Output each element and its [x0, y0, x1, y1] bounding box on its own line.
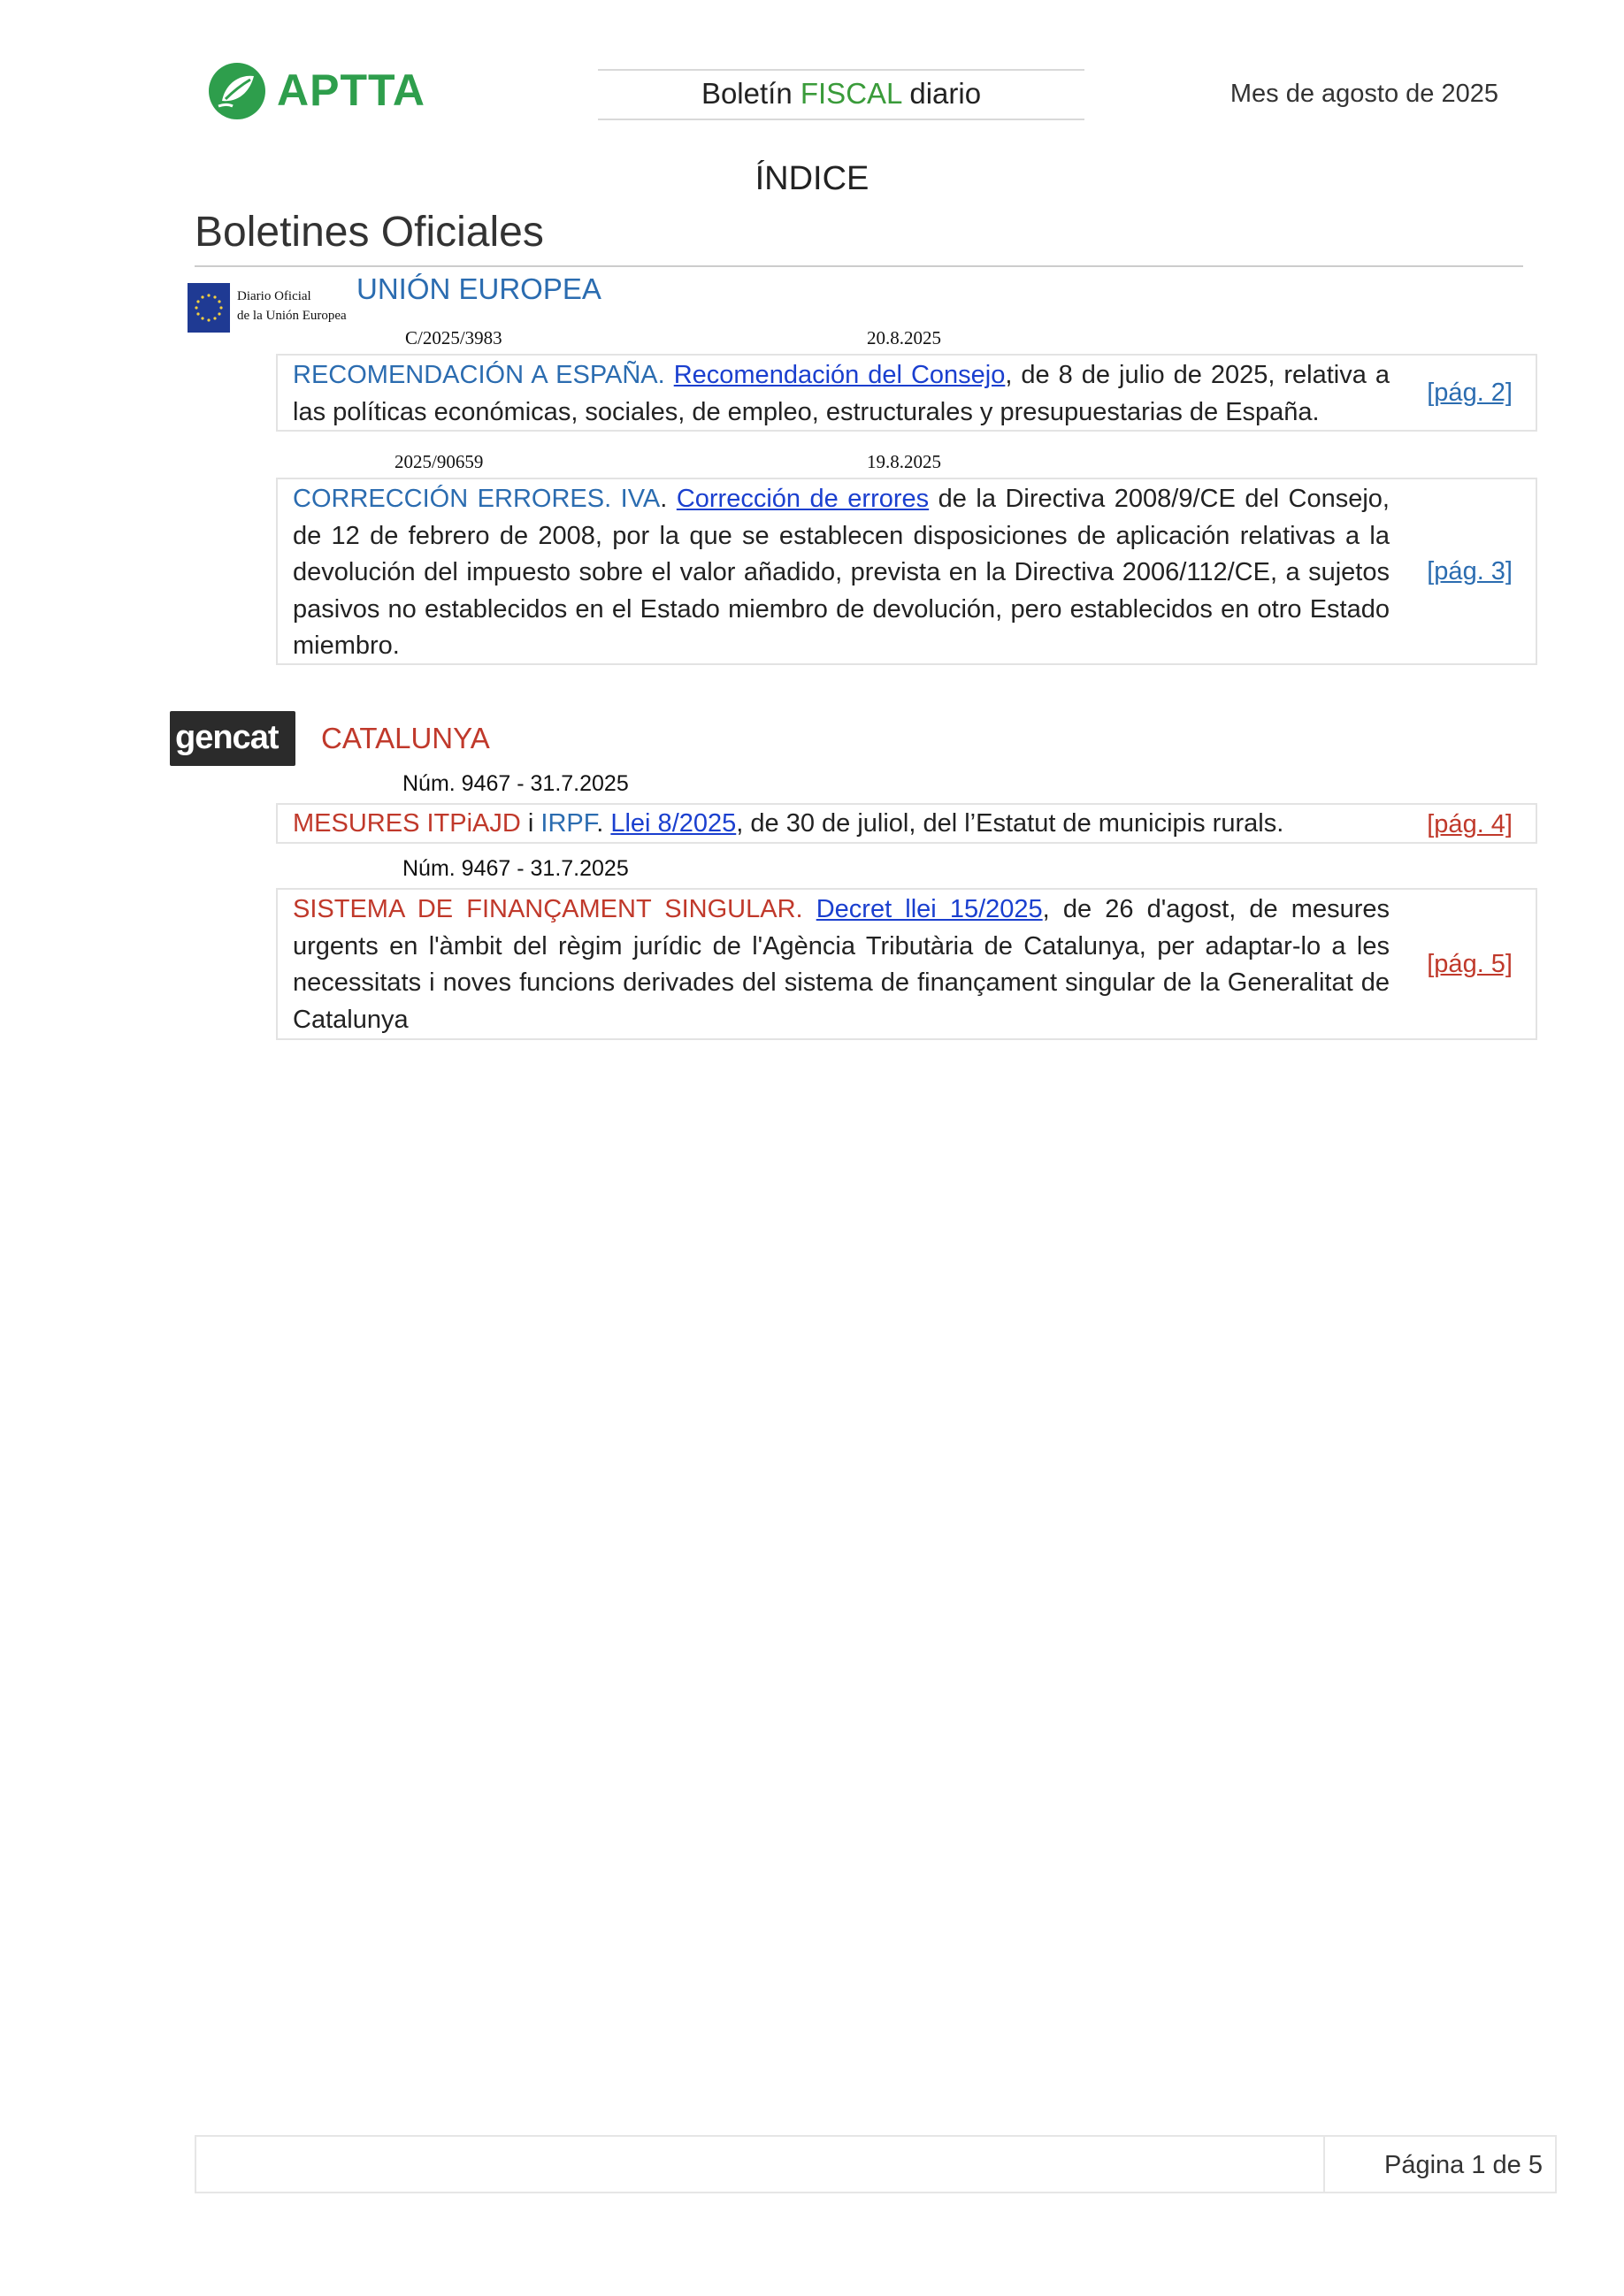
eu-journal-logo: [188, 283, 347, 333]
eu-entry-2-date: 19.8.2025: [867, 451, 941, 472]
eu-entry-2-text: CORRECCIÓN ERRORES. IVA. Corrección de errores de la Directiva 2008/9/CE del Consejo, de 12 de febrero de 2008, por la que se establecen disposiciones de aplicación relativas a la devolución del impuesto sobre el valor añadido, prevista en la Directiva 2006/112/CE, a sujetos pasivos no establecidos en el Estado miembro de devolución, pero establecidos en otro Estado miembro.: [293, 485, 1390, 660]
cat-entry-1-desc: , de 30 de juliol, del l’Estatut de municipis rurals.: [736, 809, 1284, 838]
footer-divider: [1323, 2135, 1325, 2193]
eu-entry-1-date: 20.8.2025: [867, 327, 941, 348]
eu-entry-1-page-link[interactable]: [pág. 2]: [1427, 379, 1513, 407]
cat-entry-1-link[interactable]: Llei 8/2025: [610, 809, 737, 838]
eu-entry-1-topic: RECOMENDACIÓN A ESPAÑA.: [293, 361, 665, 389]
eu-entry-1-page: [1427, 375, 1513, 410]
eu-entry-1-ref: C/2025/3983: [405, 327, 502, 348]
eu-entry-1-text: [293, 357, 1390, 431]
section-divider: [195, 265, 1523, 267]
title-suffix: diario: [901, 77, 982, 110]
cat-entry-1: [276, 803, 1537, 844]
cat-entry-2-topic: SISTEMA DE FINANÇAMENT SINGULAR.: [293, 895, 803, 923]
eu-entry-2-link[interactable]: Corrección de errores: [676, 485, 930, 513]
cat-entry-1-topic-b: IRPF: [540, 809, 597, 838]
page-number: Página 1 de 5: [1384, 2151, 1543, 2179]
aptta-leaf-icon: [206, 60, 268, 122]
bulletin-title: [598, 74, 1084, 113]
cat-entry-2-link[interactable]: Decret llei 15/2025: [816, 895, 1043, 923]
cat-entry-2-page: [1427, 946, 1513, 982]
cat-entry-1-text: MESURES ITPiAJD i IRPF. Llei 8/2025, de 30 de juliol, del l’Estatut de municipis rurals.: [293, 809, 1284, 838]
gencat-logo-text: gencat: [175, 719, 279, 756]
cat-entry-1-ref: Núm. 9467 - 31.7.2025: [402, 771, 629, 796]
gencat-logo: [170, 711, 295, 766]
eu-entry-1-link[interactable]: Recomendación del Consejo: [673, 361, 1006, 389]
cat-entry-1-page-link[interactable]: [pág. 4]: [1427, 810, 1513, 838]
cat-entry-2-page-link[interactable]: [pág. 5]: [1427, 950, 1513, 978]
cat-entry-1-page: [1427, 807, 1513, 842]
section-title: Boletines Oficiales: [195, 209, 544, 256]
eu-entry-2-topic: CORRECCIÓN ERRORES. IVA: [293, 485, 661, 513]
eu-entry-2-ref: 2025/90659: [395, 451, 484, 472]
eu-entry-2-page: [1427, 554, 1513, 589]
cat-entry-2-text: [293, 892, 1390, 1038]
eu-logo-line1: Diario Oficial: [237, 289, 311, 303]
eu-stars-icon: [188, 283, 230, 333]
eu-entry-2-desc: de la Directiva 2008/9/CE del Consejo, de 12 de febrero de 2008, por la que se establecen disposiciones de aplicación relativas a la devolución del impuesto sobre el valor añadido, prevista en la Directiva 2006/112/CE, a sujetos pasivos no establecidos en el Estado miembro de devolución, pero establecidos en otro Estado miembro.: [293, 485, 1390, 660]
eu-entry-1-desc: , de 8 de julio de 2025, relativa a las políticas económicas, sociales, de empleo, estructurales y presupuestarias de España.: [293, 361, 1390, 426]
header-date: Mes de agosto de 2025: [1229, 80, 1498, 108]
title-accent: FISCAL: [800, 77, 902, 110]
cat-entry-1-topic-a: MESURES ITPiAJD: [293, 809, 521, 838]
region-cat-heading: CATALUNYA: [321, 722, 490, 754]
footer-frame: [195, 2135, 1557, 2193]
index-title: ÍNDICE: [755, 160, 869, 197]
title-prefix: Boletín: [701, 77, 801, 110]
eu-logo-text: [237, 287, 347, 325]
cat-entry-2-ref: Núm. 9467 - 31.7.2025: [402, 856, 629, 881]
brand-name: APTTA: [277, 65, 425, 115]
cat-entry-1-topic-join: i: [520, 809, 541, 838]
eu-entry-2-page-link[interactable]: [pág. 3]: [1427, 557, 1513, 585]
eu-logo-line2: de la Unión Europea: [237, 309, 347, 323]
region-eu-heading: UNIÓN EUROPEA: [356, 272, 601, 305]
cat-entry-2-desc: , de 26 d'agost, de mesures urgents en l'àmbit del règim jurídic de l'Agència Tributària de Catalunya, per adaptar-lo a les necessitats i noves funcions derivades del sistema de finançament singular de la Generalitat de Catalunya: [293, 895, 1390, 1034]
eu-entry-1: [276, 354, 1537, 432]
cat-entry-2: [276, 888, 1537, 1040]
eu-entry-2: [276, 478, 1537, 665]
